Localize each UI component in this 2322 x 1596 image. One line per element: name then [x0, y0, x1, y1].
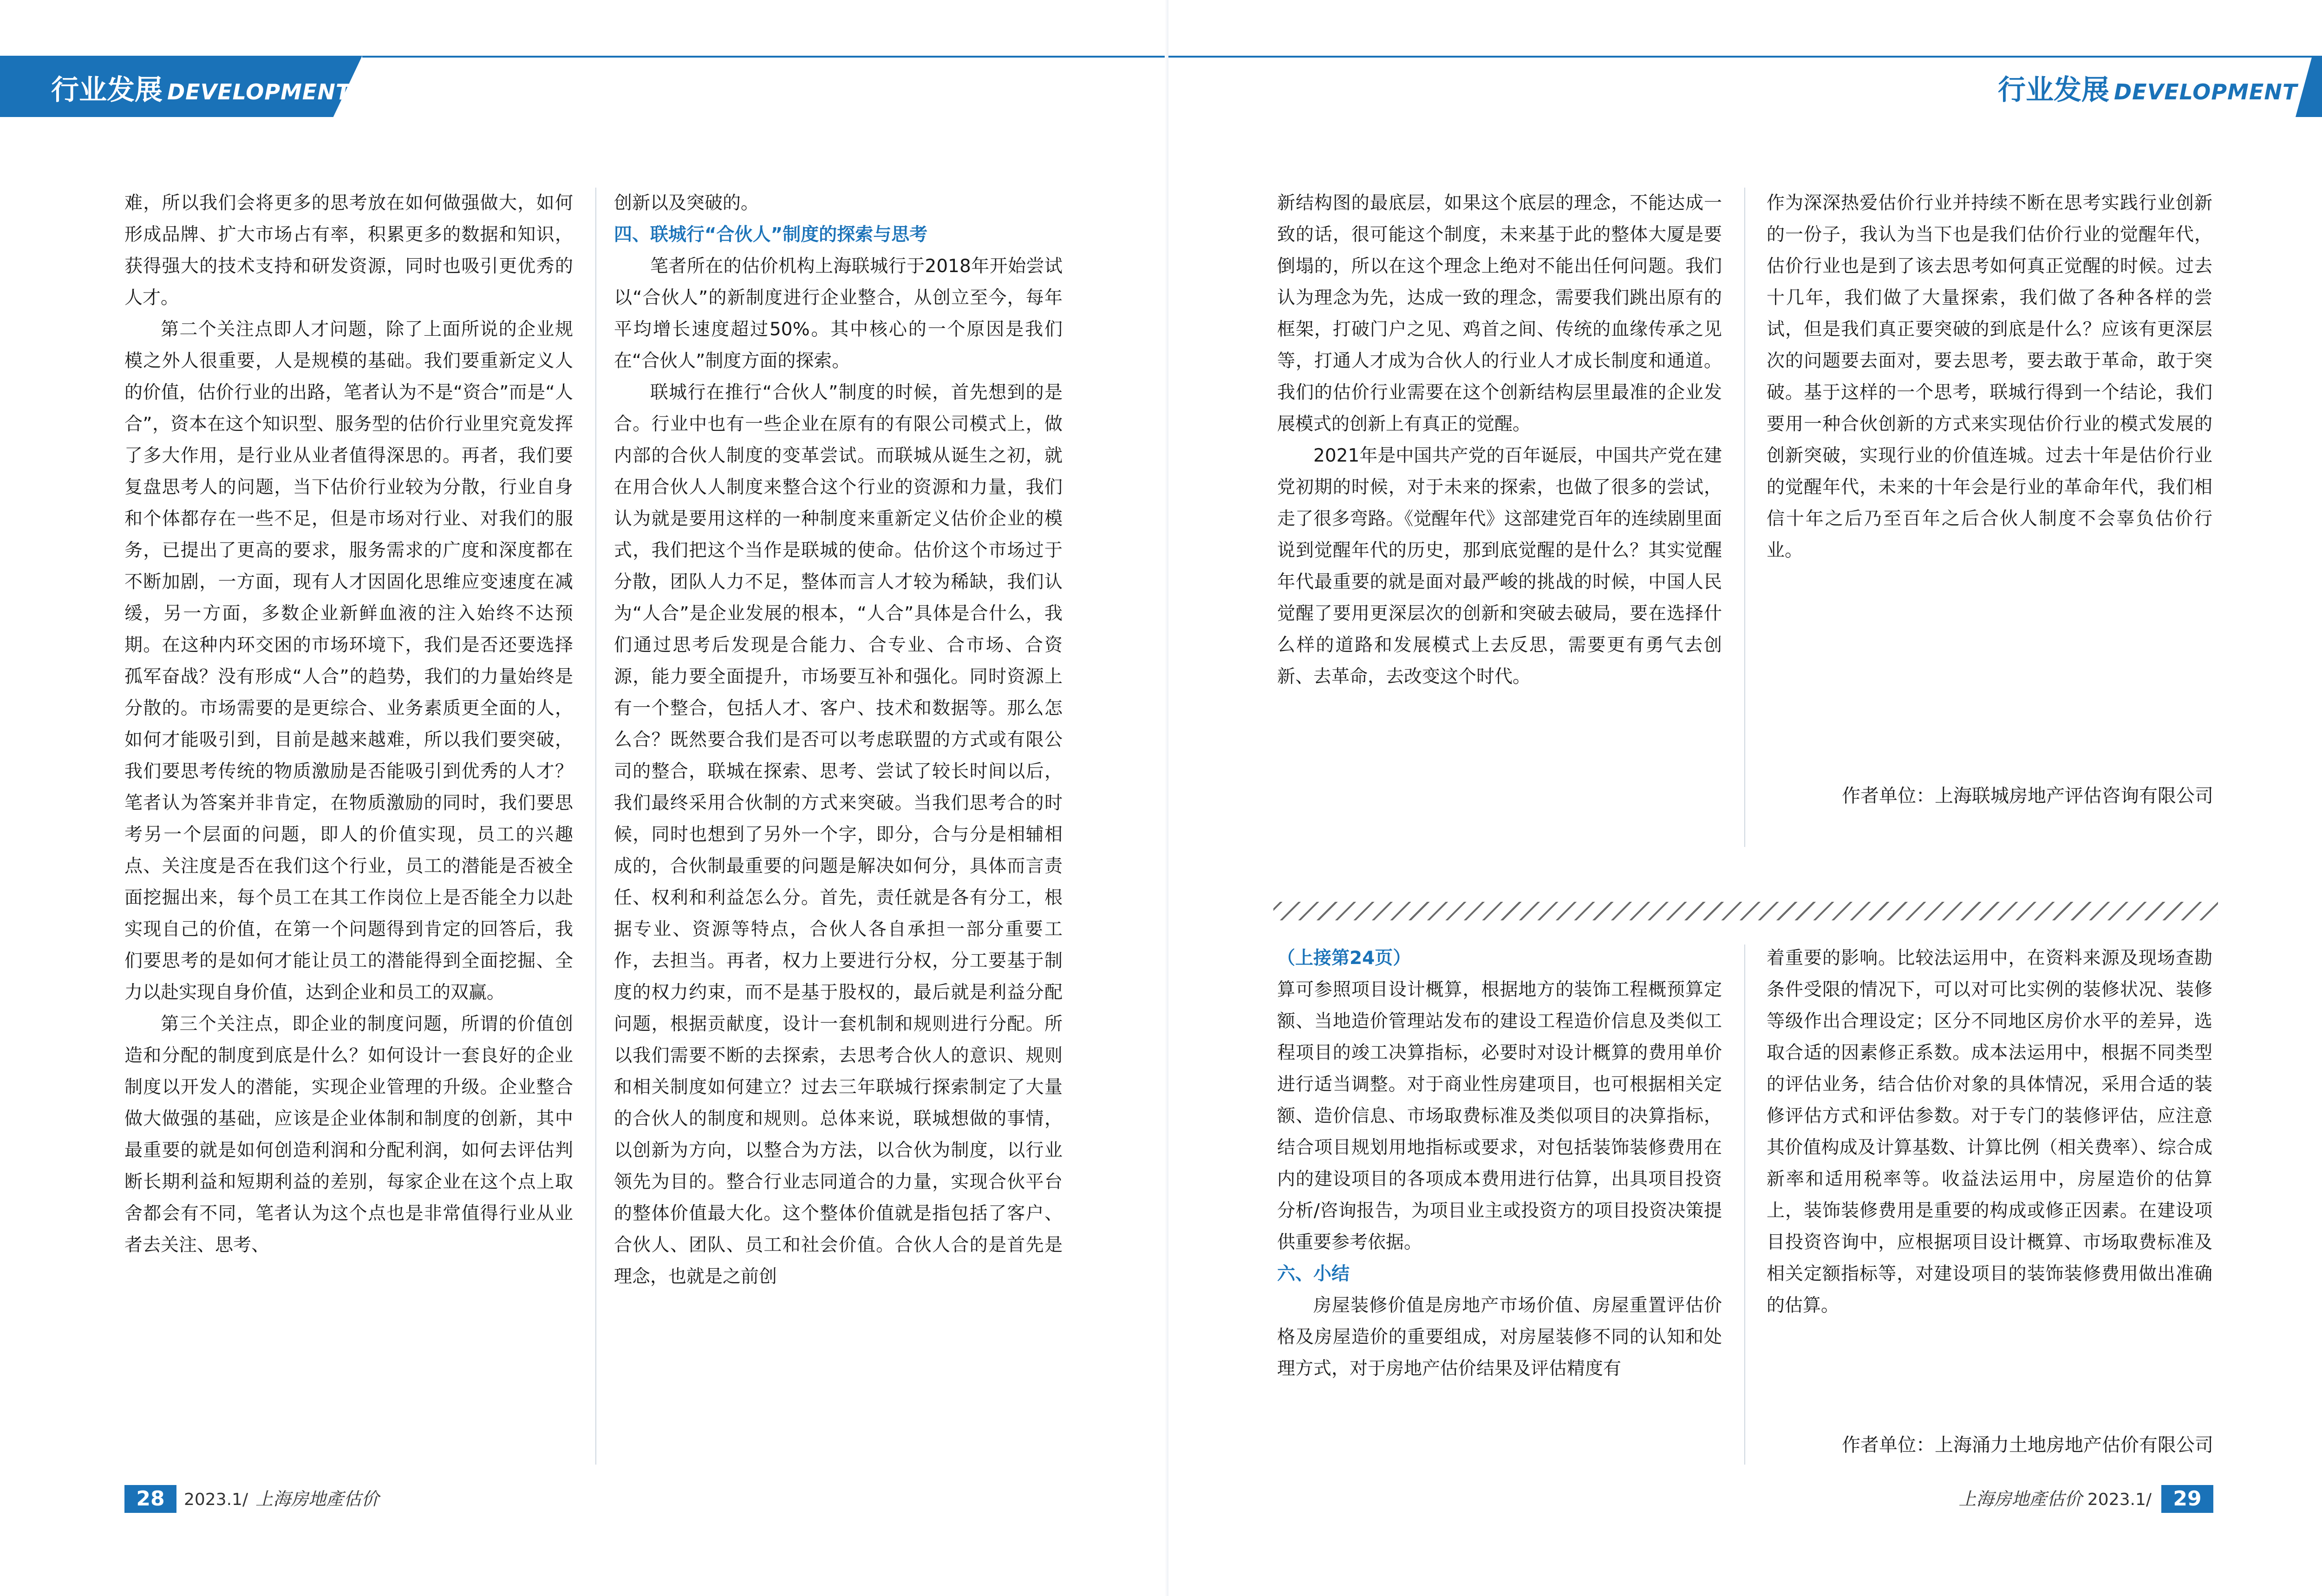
left-header-title [51, 68, 351, 108]
author-affiliation-2: 作者单位：上海涌力土地房地产估价有限公司 [1842, 1434, 2213, 1456]
right-header-en: DEVELOPMENT [2114, 79, 2298, 104]
right-header-tail [2296, 56, 2322, 117]
right-column-2 [1767, 188, 2212, 567]
column-divider [595, 188, 596, 1465]
right-footer-issue [1951, 1486, 2152, 1513]
left-page-number: 28 [124, 1485, 176, 1513]
right-column-4 [1767, 943, 2212, 1322]
section-heading: 四、联城行“合伙人”制度的探索与思考 [614, 224, 928, 245]
author-affiliation-1: 作者单位：上海联城房地产评估咨询有限公司 [1842, 785, 2213, 807]
paragraph: 笔者所在的估价机构上海联城行于2018年开始尝试以“合伙人”的新制度进行企业整合，从创立至今，每年平均增长速度超过50%。其中核心的一个原因是我们在“合伙人”制度方面的探索。 [614, 256, 1063, 371]
paragraph: 算可参照项目设计概算，根据地方的装饰工程概预算定额、当地造价管理站发布的建设工程造价信息及类似工程项目的竣工决算指标，必要时对设计概算的费用单价进行适当调整。对于商业性房建项目，也可根据相关定额、造价信息、市场取费标准及类似项目的决算指标，结合项目规划用地指标或要求，对包括装饰装修费用在内的建设项目的各项成本费用进行估算，出具项目投资分析/咨询报告，为项目业主或投资方的项目投资决策提供重要参考依据。 [1277, 979, 1722, 1253]
continuation-heading: （上接第24页） [1277, 948, 1411, 969]
right-header-rule [1168, 56, 2322, 58]
left-column-2 [614, 188, 1063, 1293]
right-header-title [1998, 68, 2297, 108]
paragraph: 第三个关注点，即企业的制度问题，所谓的价值创造和分配的制度到底是什么？如何设计一套良好的企业制度以开发人的潜能，实现企业管理的升级。企业整合做大做强的基础，应该是企业体制和制度的创新，其中最重要的就是如何创造利润和分配利润，如何去评估判断长期利益和短期利益的差别，每家企业在这个点上取舍都会有不同，笔者认为这个点也是非常值得行业从业者去关注、思考、 [124, 1014, 573, 1256]
paragraph: 新结构图的最底层，如果这个底层的理念，不能达成一致的话，很可能这个制度，未来基于此的整体大厦是要倒塌的，所以在这个理念上绝对不能出任何问题。我们认为理念为先，达成一致的理念，需要我们跳出原有的框架，打破门户之见、鸡首之间、传统的血缘传承之见等，打通人才成为合伙人的行业人才成长制度和通道。我们的估价行业需要在这个创新结构层里最准的企业发展模式的创新上有真正的觉醒。 [1277, 193, 1722, 435]
paragraph: 第二个关注点即人才问题，除了上面所说的企业规模之外人很重要，人是规模的基础。我们要重新定义人的价值，估价行业的出路，笔者认为不是“资合”而是“人合”，资本在这个知识型、服务型的估价行业里究竟发挥了多大作用，是行业从业者值得深思的。再者，我们要复盘思考人的问题，当下估价行业较为分散，行业自身和个体都存在一些不足，但是市场对行业、对我们的服务，已提出了更高的要求，服务需求的广度和深度都在不断加剧，一方面，现有人才因固化思维应变速度在减缓，另一方面，多数企业新鲜血液的注入始终不达预期。在这种内环交困的市场环境下，我们是否还要选择孤军奋战？没有形成“人合”的趋势，我们的力量始终是分散的。市场需要的是更综合、业务素质更全面的人，如何才能吸引到，目前是越来越难，所以我们要突破，我们要思考传统的物质激励是否能吸引到优秀的人才？笔者认为答案并非肯定，在物质激励的同时，我们要思考另一个层面的问题，即人的价值实现，员工的兴趣点、关注度是否在我们这个行业，员工的潜能是否被全面挖掘出来，每个员工在其工作岗位上是否能全力以赴实现自己的价值，在第一个问题得到肯定的回答后，我们要思考的是如何才能让员工的潜能得到全面挖掘、全力以赴实现自身价值，达到企业和员工的双赢。 [124, 319, 573, 1003]
column-divider [1744, 188, 1745, 847]
magazine-logo-script: 上海房地產估价 [255, 1489, 379, 1509]
paragraph: 着重要的影响。比较法运用中，在资料来源及现场查勘条件受限的情况下，可以对可比实例的装修状况、装修等级作出合理设定；区分不同地区房价水平的差异，选取合适的因素修正系数。成本法运用中，根据不同类型的评估业务，结合估价对象的具体情况，采用合适的装修评估方式和评估参数。对于专门的装修评估，应注意其价值构成及计算基数、计算比例（相关费率）、综合成新率和适用税率等。收益法运用中，房屋造价的估算上，装饰装修费用是重要的构成或修正因素。在建设项目投资咨询中，应根据项目设计概算、市场取费标准及相关定额指标等，对建设项目的装饰装修费用做出准确的估算。 [1767, 948, 2212, 1316]
paragraph: 2021年是中国共产党的百年诞辰，中国共产党在建党初期的时候，对于未来的探索，也做了很多的尝试，走了很多弯路。《觉醒年代》这部建党百年的连续剧里面说到觉醒年代的历史，那到底觉醒的是什么？其实觉醒年代最重要的就是面对最严峻的挑战的时候，中国人民觉醒了要用更深层次的创新和突破去破局，要在选择什么样的道路和发展模式上去反思，需要更有勇气去创新、去革命，去改变这个时代。 [1277, 445, 1722, 687]
paragraph: 难，所以我们会将更多的思考放在如何做强做大，如何形成品牌、扩大市场占有率，积累更多的数据和知识，获得强大的技术支持和研发资源，同时也吸引更优秀的人才。 [124, 193, 573, 308]
issue-label: 2023.1/ [2087, 1490, 2152, 1509]
magazine-logo-script: 上海房地產估价 [1958, 1489, 2082, 1509]
paragraph: 创新以及突破的。 [614, 193, 759, 214]
left-header-rule [362, 56, 1168, 58]
left-footer-issue [184, 1486, 379, 1513]
left-header-cn: 行业发展 [51, 74, 163, 106]
left-column-1 [124, 188, 573, 1261]
section-divider-zigzag [1273, 902, 2218, 920]
section-heading: 六、小结 [1277, 1264, 1350, 1284]
right-header-cn: 行业发展 [1998, 74, 2109, 106]
paragraph: 作为深深热爱估价行业并持续不断在思考实践行业创新的一份子，我认为当下也是我们估价行业的觉醒年代，估价行业也是到了该去思考如何真正觉醒的时候。过去十几年，我们做了大量探索，我们做了各种各样的尝试，但是我们真正要突破的到底是什么？应该有更深层次的问题要去面对，要去思考，要去敢于革命，敢于突破。基于这样的一个思考，联城行得到一个结论，我们要用一种合伙创新的方式来实现估价行业的模式发展的创新突破，实现行业的价值连城。过去十年是估价行业的觉醒年代，未来的十年会是行业的革命年代，我们相信十年之后乃至百年之后合伙人制度不会辜负估价行业。 [1767, 193, 2212, 561]
right-column-1 [1277, 188, 1722, 693]
left-header-en: DEVELOPMENT [167, 79, 351, 104]
left-header-band [0, 56, 362, 117]
right-page [1168, 0, 2322, 1596]
paragraph: 房屋装修价值是房地产市场价值、房屋重置评估价格及房屋造价的重要组成，对房屋装修不同的认知和处理方式，对于房地产估价结果及评估精度有 [1277, 1295, 1722, 1379]
paragraph: 联城行在推行“合伙人”制度的时候，首先想到的是合。行业中也有一些企业在原有的有限公司模式上，做内部的合伙人制度的变革尝试。而联城从诞生之初，就在用合伙人人制度来整合这个行业的资源和力量，我们认为就是要用这样的一种制度来重新定义估价企业的模式，我们把这个当作是联城的使命。估价这个市场过于分散，团队人力不足，整体而言人才较为稀缺，我们认为“人合”是企业发展的根本，“人合”具体是合什么，我们通过思考后发现是合能力、合专业、合市场、合资源，能力要全面提升，市场要互补和强化。同时资源上有一个整合，包括人才、客户、技术和数据等。那么怎么合？既然要合我们是否可以考虑联盟的方式或有限公司的整合，联城在探索、思考、尝试了较长时间以后，我们最终采用合伙制的方式来突破。当我们思考合的时候，同时也想到了另外一个字，即分，合与分是相辅相成的，合伙制最重要的问题是解决如何分，具体而言责任、权利和利益怎么分。首先，责任就是各有分工，根据专业、资源等特点，合伙人各自承担一部分重要工作，去担当。再者，权力上要进行分权，分工要基于制度的权力约束，而不是基于股权的，最后就是利益分配问题，根据贡献度，设计一套机制和规则进行分配。所以我们需要不断的去探索，去思考合伙人的意识、规则和相关制度如何建立？过去三年联城行探索制定了大量的合伙人的制度和规则。总体来说，联城想做的事情，以创新为方向，以整合为方法，以合伙为制度，以行业领先为目的。整合行业志同道合的力量，实现合伙平台的整体价值最大化。这个整体价值就是指包括了客户、合伙人、团队、员工和社会价值。合伙人合的是首先是理念，也就是之前创 [614, 382, 1063, 1287]
right-column-3 [1277, 943, 1722, 1385]
issue-label: 2023.1/ [184, 1490, 248, 1509]
column-divider [1744, 945, 1745, 1465]
right-page-number: 29 [2161, 1485, 2213, 1513]
